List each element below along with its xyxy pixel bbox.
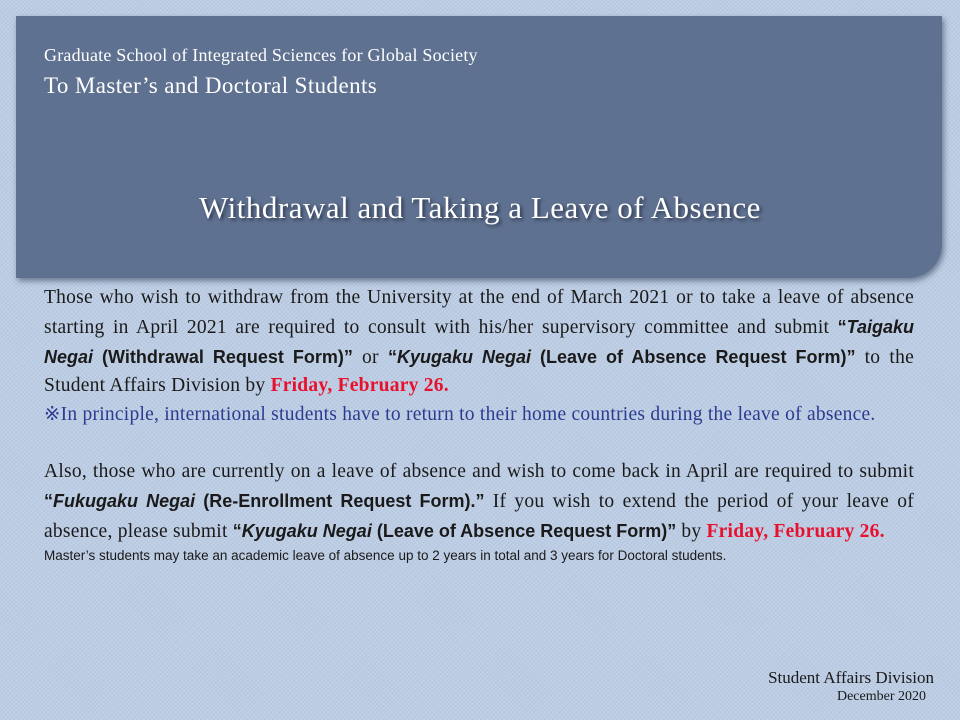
form-reenrollment: “Fukugaku Negai (Re-Enrollment Request Form).” xyxy=(44,490,485,511)
notice-body xyxy=(44,284,914,565)
form-leave-of-absence: “Kyugaku Negai (Leave of Absence Request Form)” xyxy=(232,520,677,541)
paragraph-reenrollment xyxy=(44,458,914,546)
audience-line: To Master’s and Doctoral Students xyxy=(44,73,378,98)
international-students-note: ※In principle, international students have to return to their home countries during the leave of absence. xyxy=(44,404,876,426)
paragraph-text: Those who wish to withdraw from the University at the end of March 2021 or to take a leave of absence starting in April 2021 are required to consult with his/her supervisory committee and submit xyxy=(44,287,914,338)
paragraph-spacer xyxy=(44,430,914,458)
form-leave-of-absence: “Kyugaku Negai (Leave of Absence Request Form)” xyxy=(387,346,856,367)
paragraph-text: or xyxy=(352,346,388,368)
paragraph-text: If you wish to extend the period of your leave of absence, please submit xyxy=(44,490,914,542)
school-name: Graduate School of Integrated Sciences for Global Society xyxy=(44,45,478,65)
footnote: Master’s students may take an academic leave of absence up to 2 years in total and 3 years for Doctoral students. xyxy=(44,548,727,564)
signature xyxy=(768,668,934,705)
page-title: Withdrawal and Taking a Leave of Absence xyxy=(199,190,761,225)
form-withdrawal: “Taigaku Negai (Withdrawal Request Form)” xyxy=(44,316,914,367)
deadline: Friday, February 26. xyxy=(706,520,885,542)
signature-date: December 2020 xyxy=(836,689,926,704)
paragraph-text: to the Student Affairs Division by xyxy=(44,346,914,397)
paragraph-withdrawal xyxy=(44,284,914,401)
paragraph-text: by xyxy=(676,520,707,542)
paragraph-text: Also, those who are currently on a leave of absence and wish to come back in April are required to submit xyxy=(44,460,914,482)
deadline: Friday, February 26. xyxy=(270,375,449,397)
signature-division: Student Affairs Division xyxy=(768,668,934,687)
